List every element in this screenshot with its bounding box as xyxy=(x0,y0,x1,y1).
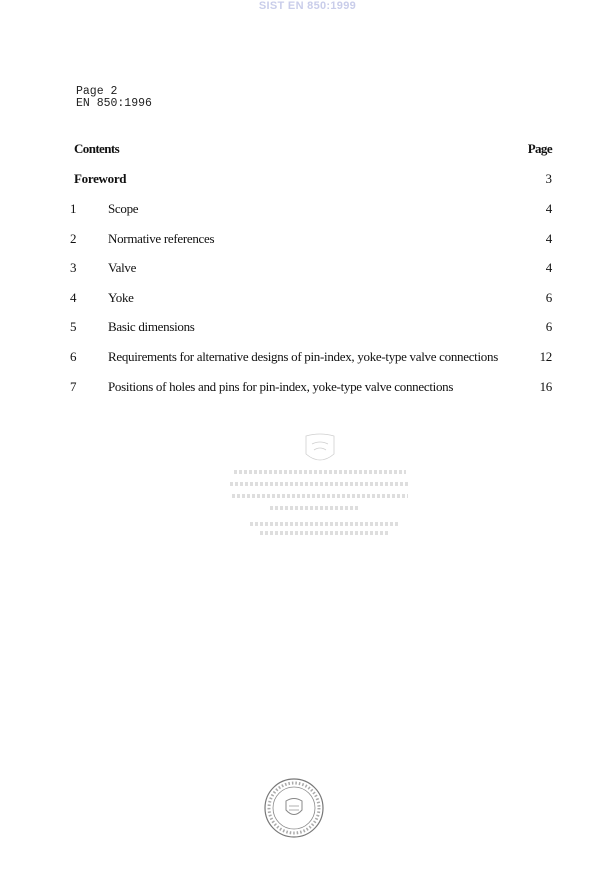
contents-heading: Contents xyxy=(74,141,120,156)
entry-page: 12 xyxy=(539,348,552,364)
contents-entry xyxy=(70,260,552,290)
page-header xyxy=(76,86,152,110)
faint-stamp-image xyxy=(210,432,420,542)
entry-number: 2 xyxy=(70,230,77,246)
entry-number: 5 xyxy=(70,319,77,335)
contents-list xyxy=(70,201,552,408)
entry-title: Positions of holes and pins for pin-index, yoke-type valve connections xyxy=(108,378,454,394)
entry-number: 4 xyxy=(70,289,77,305)
entry-number: 6 xyxy=(70,348,77,364)
contents-entry xyxy=(70,319,552,349)
page-number: Page 2 xyxy=(76,85,118,98)
entry-page: 4 xyxy=(545,260,552,276)
entry-page: 16 xyxy=(539,378,552,394)
entry-title: Valve xyxy=(108,260,137,276)
foreword-entry xyxy=(74,171,552,187)
contents-heading-row xyxy=(74,141,552,157)
watermark: SIST EN 850:1999 xyxy=(258,0,357,12)
entry-title: Requirements for alternative designs of pin-index, yoke-type valve connections xyxy=(108,348,498,364)
foreword-page: 3 xyxy=(545,171,552,186)
foreword-label: Foreword xyxy=(74,171,127,186)
entry-title: Normative references xyxy=(108,230,215,246)
entry-page: 4 xyxy=(545,201,552,216)
entry-title: Scope xyxy=(108,201,139,216)
official-seal-icon xyxy=(263,777,325,839)
contents-entry xyxy=(70,231,552,261)
standard-number: EN 850:1996 xyxy=(76,97,152,110)
entry-page: 6 xyxy=(545,319,552,335)
entry-page: 4 xyxy=(545,230,552,246)
entry-number: 3 xyxy=(70,260,77,276)
page-column-heading: Page xyxy=(527,141,552,156)
entry-title: Basic dimensions xyxy=(108,319,195,335)
contents-entry xyxy=(70,290,552,320)
entry-number: 7 xyxy=(70,378,77,394)
contents-entry xyxy=(70,379,552,409)
entry-number: 1 xyxy=(70,201,77,216)
entry-title: Yoke xyxy=(108,289,134,305)
entry-page: 6 xyxy=(545,289,552,305)
contents-entry xyxy=(70,349,552,379)
contents-entry xyxy=(70,201,552,231)
